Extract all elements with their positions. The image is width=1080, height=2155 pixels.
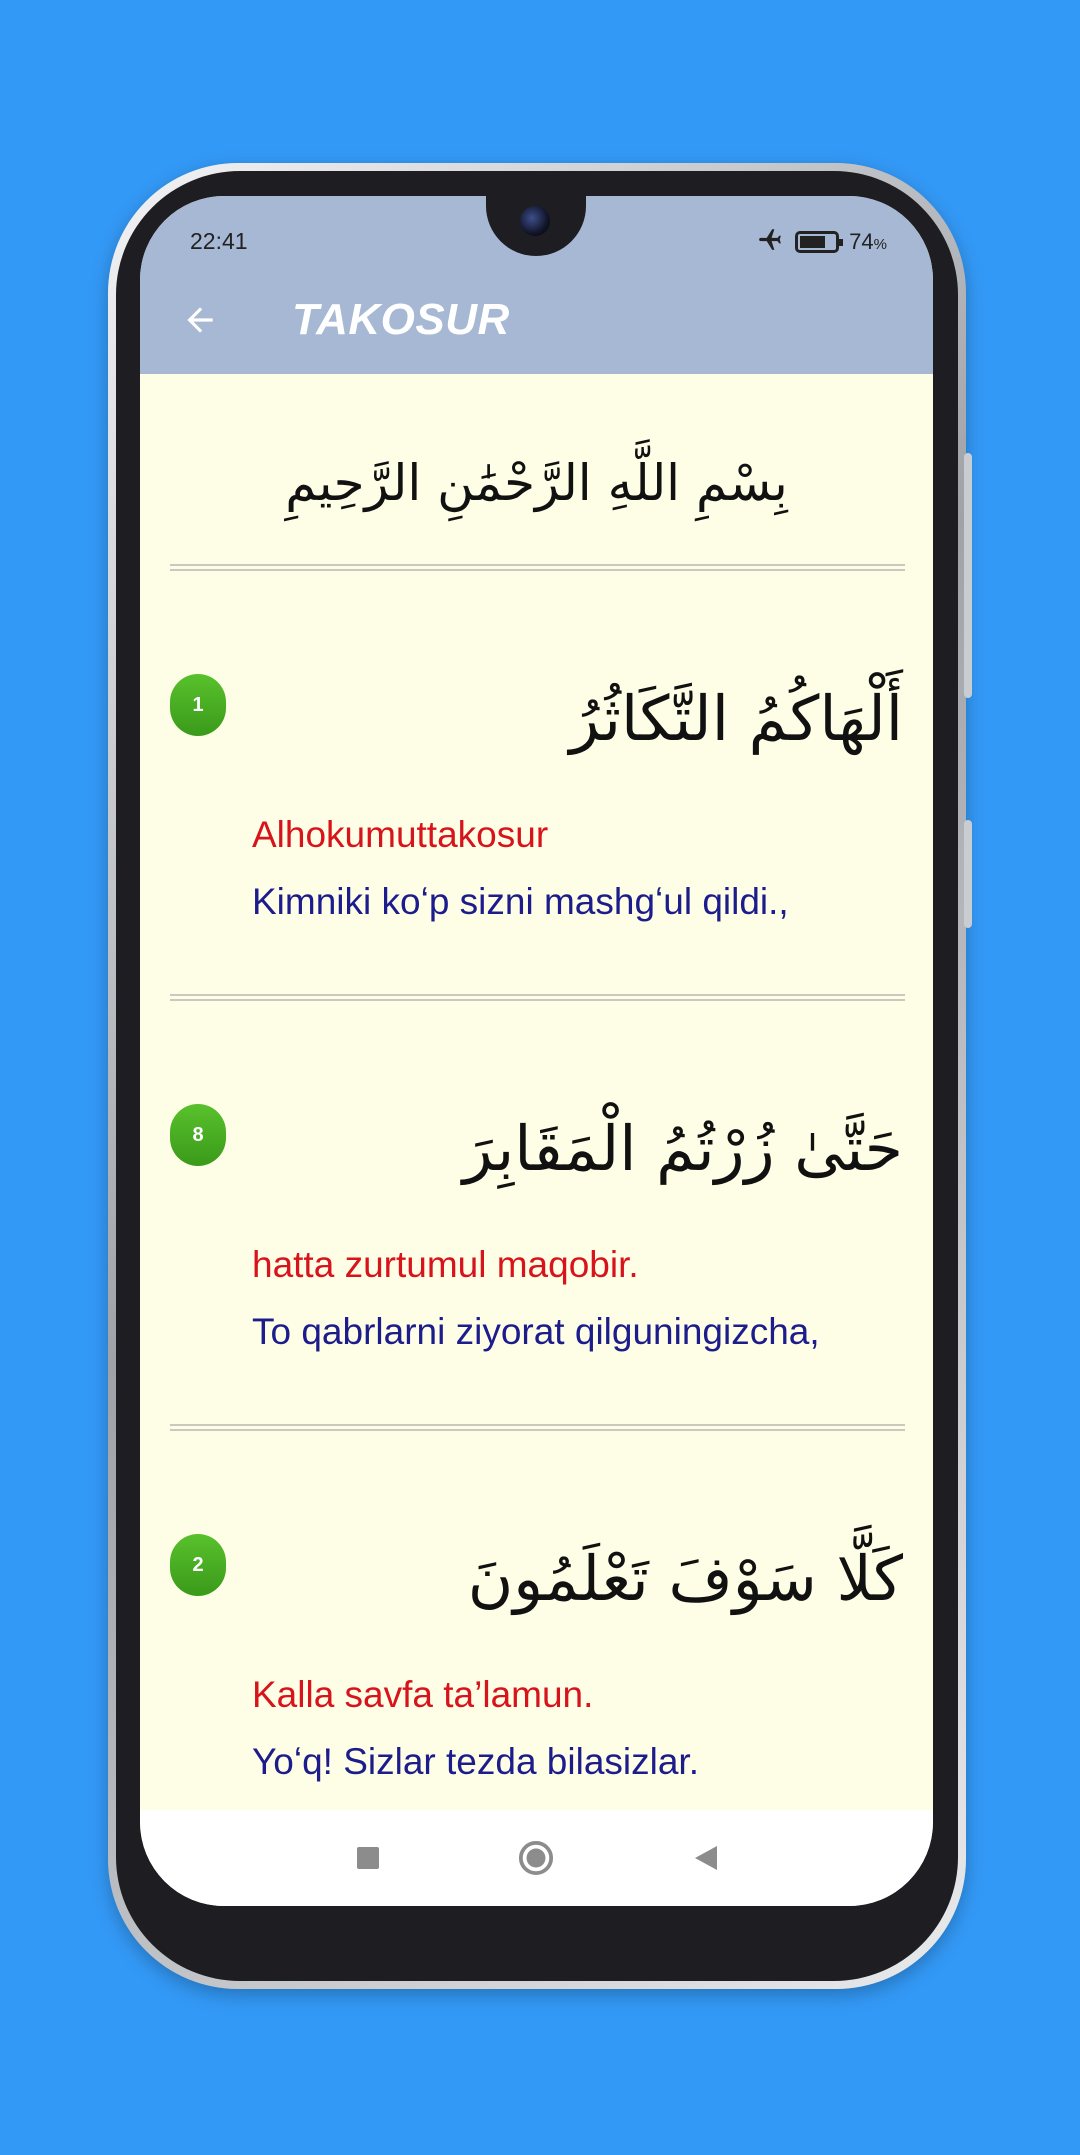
ayah-translation: To qabrlarni ziyorat qilguningizcha, (252, 1311, 820, 1352)
ayah-number-badge: 1 (170, 674, 226, 736)
status-icons (755, 226, 887, 258)
triangle-back-icon (691, 1843, 721, 1873)
bismillah: بِسْمِ اللَّهِ الرَّحْمَٰنِ الرَّحِيمِ (285, 454, 788, 512)
ayah-translation: Kimniki koʻp sizni mashgʻul qildi., (252, 881, 789, 922)
front-camera-icon (520, 206, 550, 236)
phone-screen (140, 196, 933, 1906)
page-title: TAKOSUR (292, 295, 510, 344)
ayah-item[interactable] (140, 999, 933, 1419)
app-bar (140, 266, 933, 374)
battery-percent: 74% (849, 229, 887, 254)
arrow-left-icon (181, 301, 219, 339)
surah-content[interactable] (140, 374, 933, 1810)
power-button (964, 453, 972, 698)
ayah-translation: Yoʻq! Sizlar tezda bilasizlar. (252, 1741, 699, 1782)
airplane-icon (755, 226, 785, 258)
battery-icon (795, 231, 839, 253)
home-button[interactable] (518, 1840, 554, 1876)
back-button[interactable] (170, 290, 230, 350)
system-nav-bar (140, 1810, 933, 1906)
ayah-arabic-text: أَلْهَاكُمُ التَّكَاثُرُ (569, 682, 903, 755)
ayah-arabic-text: حَتَّىٰ زُرْتُمُ الْمَقَابِرَ (462, 1112, 903, 1185)
ayah-item[interactable] (140, 1429, 933, 1810)
recent-apps-button[interactable] (350, 1840, 386, 1876)
circle-home-icon (518, 1839, 554, 1877)
ayah-item[interactable] (140, 569, 933, 989)
ayah-arabic-text: كَلَّا سَوْفَ تَعْلَمُونَ (467, 1542, 903, 1615)
square-recent-apps-icon (354, 1844, 382, 1872)
back-nav-button[interactable] (688, 1840, 724, 1876)
status-time: 22:41 (190, 228, 248, 254)
ayah-number-badge: 8 (170, 1104, 226, 1166)
ayah-transliteration: hatta zurtumul maqobir. (252, 1244, 639, 1285)
volume-button (964, 820, 972, 928)
ayah-number-badge: 2 (170, 1534, 226, 1596)
ayah-transliteration: Alhokumuttakosur (252, 814, 549, 855)
battery-fill (800, 236, 825, 248)
ayah-transliteration: Kalla savfa ta’lamun. (252, 1674, 594, 1715)
